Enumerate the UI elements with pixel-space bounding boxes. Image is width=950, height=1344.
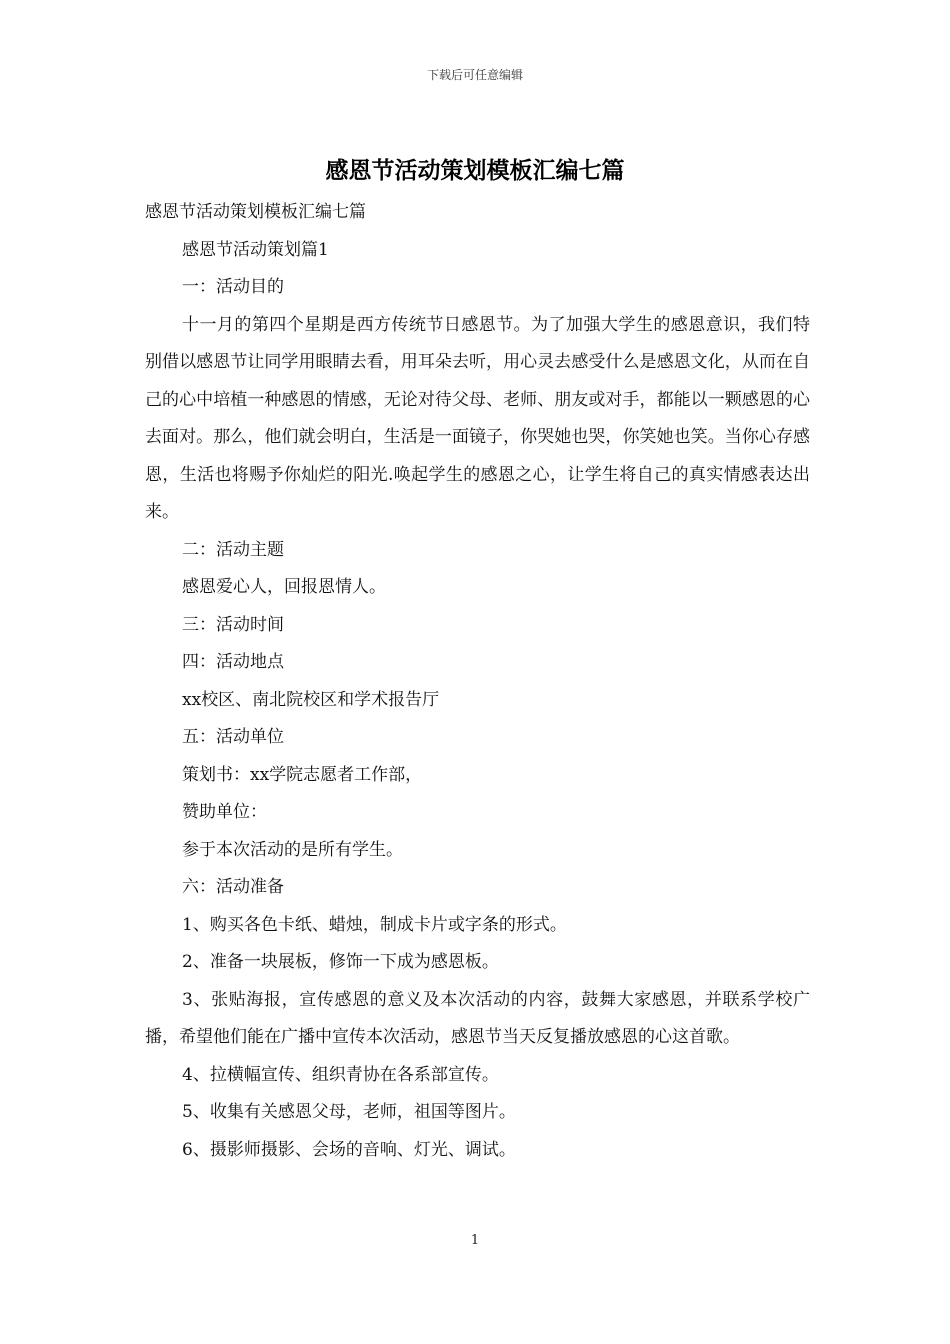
list-item: 6、摄影师摄影、会场的音响、灯光、调试。 xyxy=(182,1139,516,1160)
paragraph-planner: 策划书：xx学院志愿者工作部， xyxy=(182,764,423,785)
paragraph-theme: 感恩爱心人，回报恩情人。 xyxy=(182,577,386,597)
paragraph-participants: 参于本次活动的是所有学生。 xyxy=(182,839,403,860)
list-item: 1、购买各色卡纸、蜡烛，制成卡片或字条的形式。 xyxy=(182,914,567,935)
paragraph-location: xx校区、南北院校区和学术报告厅 xyxy=(182,689,440,710)
section-heading-preparation: 六：活动准备 xyxy=(182,877,284,897)
paragraph-purpose: 十一月的第四个星期是西方传统节日感恩节。为了加强大学生的感恩意识，我们特别借以感恩节让同学用眼睛去看，用耳朵去听，用心灵去感受什么是感恩文化，从而在自己的心中培植一种感恩的情感，无论对待父母、老师、朋友或对手，都能以一颗感恩的心去面对。那么，他们就会明白，生活是一面镜子，你哭她也哭，你笑她也笑。当你心存感恩，生活也将赐予你灿烂的阳光.唤起学生的感恩之心，让学生将自己的真实情感表达出来。 xyxy=(145,314,810,522)
paragraph-sponsor: 赞助单位： xyxy=(182,802,267,822)
page-header-note: 下载后可任意编辑 xyxy=(426,68,523,82)
document-body xyxy=(145,194,810,1169)
page-number: 1 xyxy=(470,1233,480,1248)
list-item: 4、拉横幅宣传、组织青协在各系部宣传。 xyxy=(182,1064,499,1085)
document-title: 感恩节活动策划模板汇编七篇 xyxy=(325,157,625,184)
section-heading-theme: 二：活动主题 xyxy=(182,539,284,560)
section-heading-units: 五：活动单位 xyxy=(182,727,284,747)
document-subtitle: 感恩节活动策划模板汇编七篇 xyxy=(145,202,366,222)
section-heading-location: 四：活动地点 xyxy=(182,652,284,672)
section-heading-purpose: 一：活动目的 xyxy=(182,277,284,297)
list-item: 5、收集有关感恩父母，老师，祖国等图片。 xyxy=(182,1102,516,1122)
section-heading-part1: 感恩节活动策划篇1 xyxy=(182,239,329,260)
list-item: 2、准备一块展板，修饰一下成为感恩板。 xyxy=(182,952,499,972)
section-heading-time: 三：活动时间 xyxy=(182,614,284,635)
list-item: 3、张贴海报，宣传感恩的意义及本次活动的内容，鼓舞大家感恩，并联系学校广播，希望他们能在广播中宣传本次活动，感恩节当天反复播放感恩的心这首歌。 xyxy=(145,989,810,1047)
